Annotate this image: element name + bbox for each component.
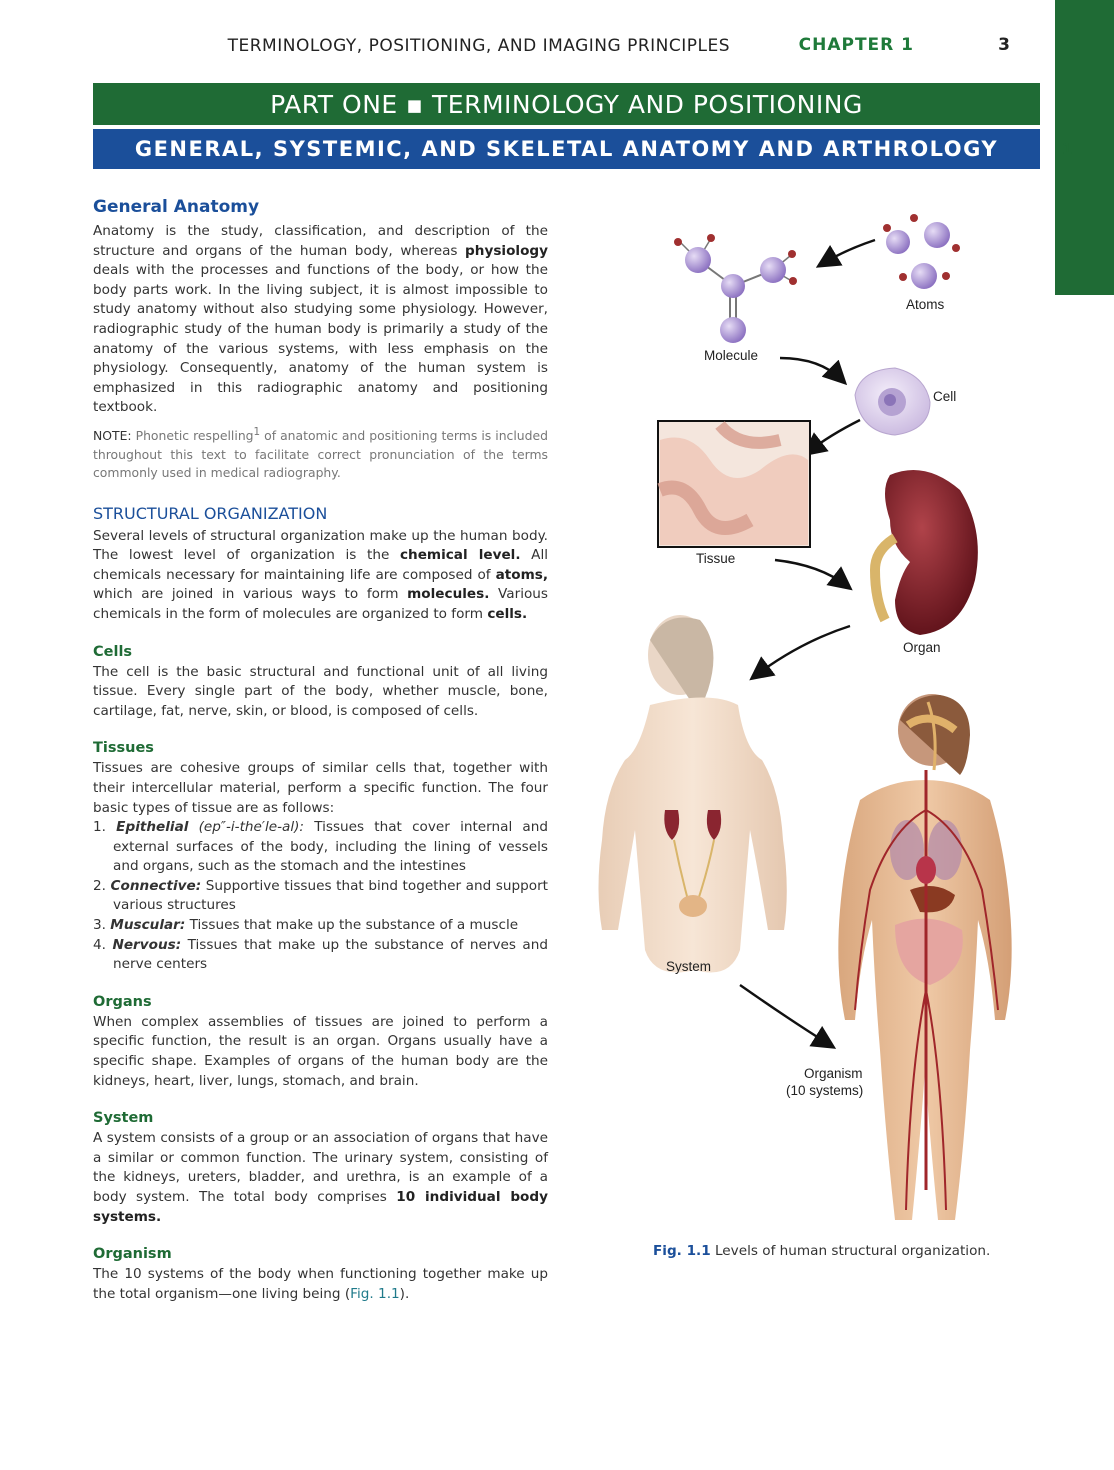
list-number: 4. bbox=[93, 936, 113, 953]
keyword: 10 individual body systems. bbox=[93, 1189, 548, 1225]
list-description: Tissues that make up the substance of a muscle bbox=[185, 917, 519, 934]
heading-system: System bbox=[93, 1110, 154, 1127]
text-run: which are joined in various ways to form bbox=[93, 586, 408, 603]
list-description: Supportive tissues that bind together and support various structures bbox=[113, 877, 548, 914]
keyword: atoms, bbox=[495, 566, 548, 583]
keyword: cells. bbox=[487, 605, 528, 622]
label-atoms: Atoms bbox=[906, 297, 945, 312]
molecule-group bbox=[674, 234, 797, 343]
keyword: molecules. bbox=[407, 586, 490, 603]
text-run: of anatomic and positioning terms is included throughout this text to facilitate correct pronunciation of the terms commonly used in medical radiography. bbox=[93, 428, 549, 481]
phonetic: (ep″-i-the′le-al): bbox=[188, 819, 304, 836]
organ-kidney-illustration bbox=[875, 470, 978, 635]
paragraph-organs: When complex assemblies of tissues are joined to perform a specific function, the result is an organ. Organs usually have a specific shape. Examples of organs of the human body are the kidneys, heart, liver, lungs, stomach, and brain. bbox=[93, 1013, 548, 1089]
paragraph-general-anatomy bbox=[93, 222, 548, 418]
text-run: Anatomy is the study, classification, and description of the structure and organs of the human body, whereas bbox=[93, 223, 548, 259]
list-description: Tissues that cover internal and external surfaces of the body, including the lining of vessels and organs, such as the stomach and the intestines bbox=[113, 819, 548, 875]
figure-caption bbox=[653, 1243, 990, 1259]
atoms-group bbox=[883, 214, 960, 289]
running-head bbox=[0, 36, 1040, 60]
heading-organs: Organs bbox=[93, 993, 152, 1010]
heading-organism: Organism bbox=[93, 1246, 172, 1263]
footnote-ref: 1 bbox=[253, 425, 261, 438]
figure-reference-link[interactable]: Fig. 1.1 bbox=[350, 1285, 400, 1302]
list-number: 3. bbox=[93, 917, 111, 934]
label-organism-sub: (10 systems) bbox=[786, 1083, 864, 1098]
list-item-epithelial bbox=[93, 818, 548, 877]
organism-body-illustration bbox=[838, 694, 1011, 1220]
text-run: Phonetic respelling bbox=[131, 428, 254, 444]
running-title: TERMINOLOGY, POSITIONING, AND IMAGING PRINCIPLES bbox=[227, 36, 730, 56]
text-run: Several levels of structural organization make up the human body. The lowest level of organization is the bbox=[93, 527, 548, 564]
keyword: chemical level. bbox=[399, 547, 521, 564]
text-run: ). bbox=[399, 1285, 410, 1302]
note-paragraph bbox=[93, 423, 548, 483]
list-item-muscular bbox=[93, 916, 548, 936]
tissue-illustration bbox=[658, 421, 810, 547]
paragraph-system bbox=[93, 1129, 548, 1227]
text-column bbox=[93, 196, 548, 1304]
paragraph-organism bbox=[93, 1265, 548, 1304]
text-run: All chemicals necessary for maintaining life are composed of bbox=[93, 547, 549, 583]
caption-number: Fig. 1.1 bbox=[653, 1243, 711, 1259]
text-run: Various chemicals in the form of molecules are organized to form bbox=[93, 586, 548, 622]
system-body-illustration bbox=[599, 615, 787, 973]
list-term: Muscular: bbox=[110, 917, 186, 934]
paragraph-tissues: Tissues are cohesive groups of similar cells that, together with their intercellular material, perform a specific function. The four basic types of tissue are as follows: bbox=[93, 760, 548, 816]
caption-text: Levels of human structural organization. bbox=[710, 1243, 991, 1259]
part-band: PART ONE ▪ TERMINOLOGY AND POSITIONING bbox=[93, 83, 1040, 125]
figure-structural-organization bbox=[590, 190, 1050, 1240]
text-run: deals with the processes and functions of the body, or how the body parts work. In the living subject, it is almost impossible to study anatomy without also studying some physiology. However, radiographic study of the human body is primarily a study of the anatomy of the various systems, with less emphasis on the physiology. Consequently, anatomy of the human system is emphasized in this radiographic anatomy and positioning textbook. bbox=[93, 262, 548, 416]
list-item-nervous bbox=[93, 936, 548, 975]
paragraph-cells: The cell is the basic structural and functional unit of all living tissue. Every single part of the body, whether muscle, bone, cartilage, fat, nerve, skin, or blood, is composed of cells. bbox=[93, 663, 548, 719]
list-number: 1. bbox=[93, 819, 117, 836]
note-label: NOTE: bbox=[93, 428, 132, 444]
heading-tissues: Tissues bbox=[93, 740, 154, 757]
label-system: System bbox=[666, 959, 712, 974]
chapter-label: CHAPTER 1 bbox=[798, 35, 914, 55]
label-organism: Organism bbox=[804, 1066, 863, 1081]
label-organ: Organ bbox=[903, 640, 941, 655]
page-number: 3 bbox=[998, 35, 1010, 55]
list-term: Connective: bbox=[110, 877, 202, 894]
thumb-tab-number: 1 bbox=[1062, 140, 1073, 158]
keyword: physiology bbox=[465, 242, 548, 259]
text-run: The 10 systems of the body when functioning together make up the total organism—one living being ( bbox=[93, 1266, 548, 1302]
list-description: Tissues that make up the substance of nerves and nerve centers bbox=[113, 936, 548, 973]
heading-structural-organization: STRUCTURAL ORGANIZATION bbox=[93, 503, 328, 523]
paragraph-structural bbox=[93, 527, 548, 625]
label-tissue: Tissue bbox=[696, 551, 736, 566]
cell-illustration bbox=[855, 368, 930, 435]
text-run: A system consists of a group or an association of organs that have a similar or common function. The urinary system, consisting of the kidneys, ureters, bladder, and urethra, is an example of a body system. The total body comprises bbox=[93, 1130, 548, 1205]
label-cell: Cell bbox=[933, 389, 957, 404]
section-band: GENERAL, SYSTEMIC, AND SKELETAL ANATOMY AND ARTHROLOGY bbox=[93, 129, 1040, 169]
list-number: 2. bbox=[93, 877, 111, 894]
list-item-connective bbox=[93, 877, 548, 916]
list-term: Epithelial bbox=[116, 819, 189, 836]
heading-general-anatomy: General Anatomy bbox=[93, 197, 260, 217]
list-term: Nervous: bbox=[112, 936, 182, 953]
label-molecule: Molecule bbox=[704, 348, 759, 363]
heading-cells: Cells bbox=[93, 643, 133, 660]
